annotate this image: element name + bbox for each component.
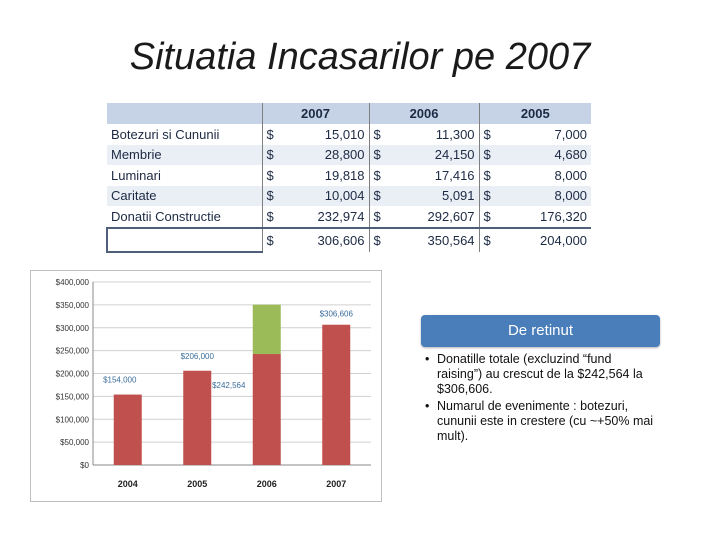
table-row (107, 124, 591, 145)
currency-symbol: $ (262, 228, 284, 252)
row-label: Donatii Constructie (107, 206, 262, 228)
cell-value: 17,416 (391, 165, 479, 186)
currency-symbol: $ (479, 186, 501, 207)
currency-symbol: $ (479, 124, 501, 145)
cell-value: 8,000 (501, 186, 591, 207)
cell-value: 11,300 (391, 124, 479, 145)
chart-svg (31, 271, 381, 501)
currency-symbol: $ (369, 186, 391, 207)
cell-value: 15,010 (284, 124, 369, 145)
cell-value: 24,150 (391, 145, 479, 166)
cell-value: 19,818 (284, 165, 369, 186)
currency-symbol: $ (262, 124, 284, 145)
total-row (107, 228, 591, 252)
bar (183, 371, 211, 465)
table-header-year: 2006 (369, 103, 479, 124)
y-tick-label: $100,000 (55, 415, 89, 425)
data-label: $154,000 (103, 375, 137, 385)
y-tick-label: $250,000 (55, 346, 89, 356)
table-row (107, 165, 591, 186)
total-value: 350,564 (391, 228, 479, 252)
currency-symbol: $ (479, 145, 501, 166)
callout-bullet: • Numarul de evenimente : botezuri, cununii este in crestere (cu ~+50% mai mult). (423, 399, 658, 444)
bar (114, 395, 142, 465)
bar (253, 354, 281, 465)
x-tick-label: 2004 (117, 479, 138, 489)
y-tick-label: $50,000 (60, 438, 89, 448)
x-tick-label: 2007 (326, 479, 347, 489)
y-tick-label: $400,000 (55, 278, 89, 287)
slide-title: Situatia Incasarilor pe 2007 (129, 36, 591, 78)
total-value: 204,000 (501, 228, 591, 252)
cell-value: 5,091 (391, 186, 479, 207)
row-label: Luminari (107, 165, 262, 186)
data-label: $206,000 (180, 351, 214, 361)
row-label: Botezuri si Cununii (107, 124, 262, 145)
currency-symbol: $ (262, 165, 284, 186)
currency-symbol: $ (479, 228, 501, 252)
table-header-row (107, 103, 591, 124)
row-label: Caritate (107, 186, 262, 207)
callout-title: De retinut (421, 315, 660, 347)
table-header-blank (107, 103, 262, 124)
table-row (107, 186, 591, 207)
cell-value: 292,607 (391, 206, 479, 228)
x-tick-label: 2006 (256, 479, 277, 489)
total-value: 306,606 (284, 228, 369, 252)
cell-value: 7,000 (501, 124, 591, 145)
cell-value: 8,000 (501, 165, 591, 186)
currency-symbol: $ (369, 206, 391, 228)
bar (253, 305, 281, 354)
currency-symbol: $ (369, 145, 391, 166)
row-label: Membrie (107, 145, 262, 166)
y-tick-label: $200,000 (55, 369, 89, 379)
table-header-year: 2007 (262, 103, 369, 124)
table-header-year: 2005 (479, 103, 591, 124)
table-row (107, 145, 591, 166)
currency-symbol: $ (479, 206, 501, 228)
y-tick-label: $0 (80, 461, 89, 470)
bar (322, 325, 350, 465)
cell-value: 4,680 (501, 145, 591, 166)
currency-symbol: $ (369, 124, 391, 145)
currency-symbol: $ (369, 228, 391, 252)
x-tick-label: 2005 (187, 479, 208, 489)
donations-chart (30, 270, 382, 502)
table-row (107, 206, 591, 228)
callout-bullet: • Donatille totale (excluzind “fund raising”) au crescut de la $242,564 la $306,606. (423, 352, 658, 397)
callout-list (423, 352, 658, 446)
y-tick-label: $150,000 (55, 392, 89, 402)
currency-symbol: $ (262, 186, 284, 207)
currency-symbol: $ (369, 165, 391, 186)
currency-symbol: $ (262, 206, 284, 228)
data-label: $306,606 (319, 309, 353, 319)
currency-symbol: $ (479, 165, 501, 186)
income-table (106, 103, 591, 253)
y-tick-label: $350,000 (55, 300, 89, 310)
total-label (107, 228, 262, 252)
data-label: $242,564 (212, 381, 246, 391)
y-tick-label: $300,000 (55, 323, 89, 333)
cell-value: 232,974 (284, 206, 369, 228)
currency-symbol: $ (262, 145, 284, 166)
cell-value: 10,004 (284, 186, 369, 207)
cell-value: 176,320 (501, 206, 591, 228)
cell-value: 28,800 (284, 145, 369, 166)
